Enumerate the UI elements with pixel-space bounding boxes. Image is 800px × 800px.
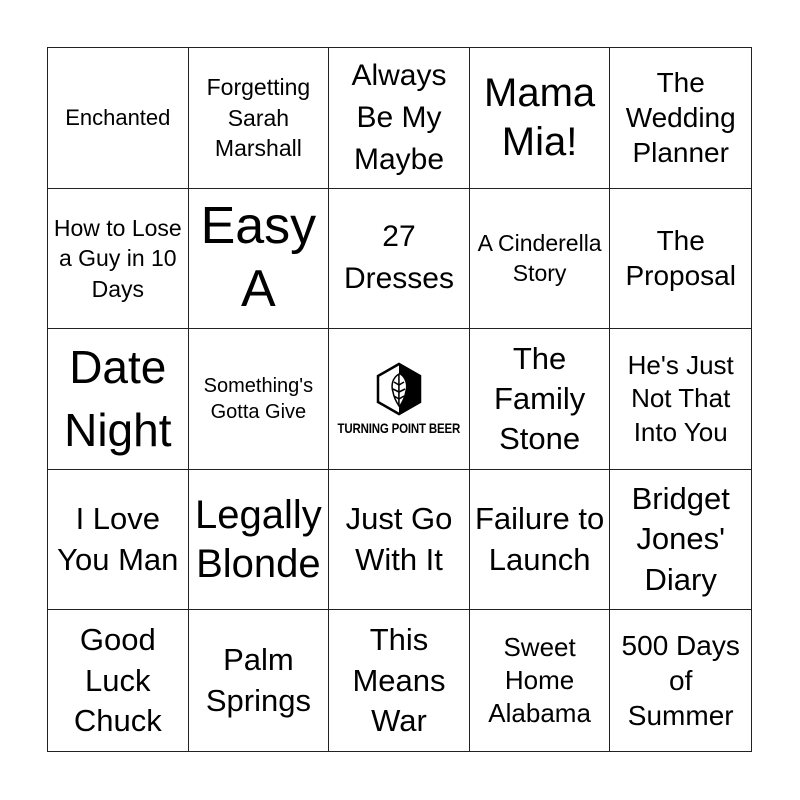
- bingo-cell[interactable]: How to Lose a Guy in 10 Days: [48, 189, 189, 330]
- bingo-cell[interactable]: This Means War: [329, 610, 470, 751]
- bingo-cell[interactable]: Enchanted: [48, 48, 189, 189]
- hop-cone-hexagon-icon: [375, 362, 423, 416]
- bingo-cell[interactable]: Always Be My Maybe: [329, 48, 470, 189]
- bingo-cell[interactable]: Legally Blonde: [189, 470, 330, 611]
- bingo-cell[interactable]: Failure to Launch: [470, 470, 611, 611]
- bingo-cell[interactable]: 500 Days of Summer: [621, 630, 740, 732]
- free-space[interactable]: [329, 329, 470, 470]
- bingo-cell[interactable]: 27 Dresses: [329, 189, 470, 330]
- bingo-cell[interactable]: Mama Mia!: [470, 48, 611, 189]
- bingo-cell[interactable]: Forgetting Sarah Marshall: [189, 48, 330, 189]
- bingo-cell[interactable]: Sweet Home Alabama: [470, 610, 611, 751]
- bingo-cell[interactable]: Just Go With It: [329, 470, 470, 611]
- bingo-cell[interactable]: Date Night: [48, 329, 189, 470]
- bingo-board: [47, 47, 752, 752]
- bingo-cell[interactable]: I Love You Man: [48, 470, 189, 611]
- bingo-cell[interactable]: Something's Gotta Give: [189, 329, 330, 470]
- bingo-cell[interactable]: He's Just Not That Into You: [610, 329, 751, 470]
- free-space-logo-text: TURNING POINT BEER: [337, 419, 461, 436]
- bingo-cell[interactable]: Palm Springs: [189, 610, 330, 751]
- bingo-cell[interactable]: Good Luck Chuck: [48, 610, 189, 751]
- bingo-cell[interactable]: Easy A: [189, 189, 330, 330]
- bingo-cell[interactable]: A Cinderella Story: [470, 189, 611, 330]
- bingo-cell[interactable]: The Wedding Planner: [610, 48, 751, 189]
- bingo-cell[interactable]: The Proposal: [610, 189, 751, 330]
- bingo-cell[interactable]: The Family Stone: [470, 329, 611, 470]
- bingo-cell[interactable]: Bridget Jones' Diary: [610, 470, 751, 611]
